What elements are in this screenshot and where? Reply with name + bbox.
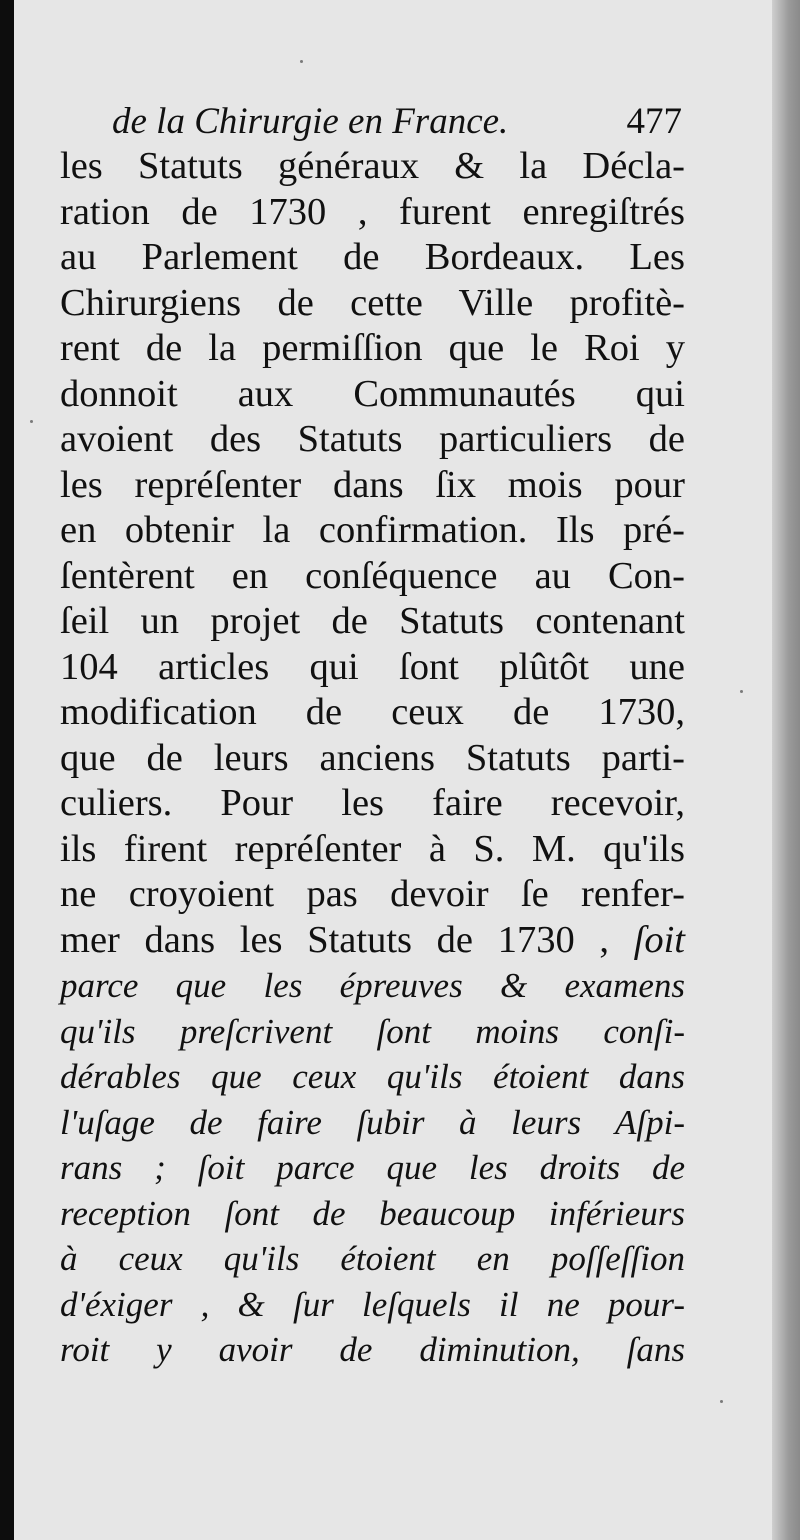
paper-speck (300, 60, 303, 63)
text-segment-roman: mer dans les Statuts de 1730 , (60, 918, 609, 961)
text-line: ne croyoient pas devoir ſe renfer- (60, 873, 685, 915)
italic-text-line: à ceux qu'ils étoient en poſſeſſion (60, 1239, 685, 1278)
text-line: en obtenir la confirmation. Ils pré- (60, 509, 685, 551)
italic-text-line: d'éxiger , & ſur leſquels il ne pour- (60, 1284, 685, 1324)
text-line: ſeil un projet de Statuts contenant (60, 600, 685, 642)
italic-text-line: reception ſont de beaucoup inférieurs (60, 1193, 685, 1233)
text-line-mixed (60, 918, 685, 964)
italic-text-line: dérables que ceux qu'ils étoient dans (60, 1057, 685, 1096)
text-line: rent de la permiſſion que le Roi y (60, 327, 685, 369)
text-line: 104 articles qui ſont plûtôt une (60, 645, 685, 688)
italic-text-line: rans ; ſoit parce que les droits de (60, 1148, 685, 1187)
body-text (60, 144, 685, 1373)
italic-text-line: roit y avoir de diminution, ſans (60, 1330, 685, 1369)
text-line: les repréſenter dans ſix mois pour (60, 463, 685, 506)
paper-speck (740, 690, 743, 693)
text-segment-italic: ſoit (633, 918, 685, 961)
italic-text-line: qu'ils preſcrivent ſont moins conſi- (60, 1011, 685, 1051)
text-line: modification de ceux de 1730, (60, 691, 685, 733)
paper-speck (720, 1400, 723, 1403)
italic-text-line: l'uſage de faire ſubir à leurs Aſpi- (60, 1102, 685, 1142)
text-line: ration de 1730 , furent enregiſtrés (60, 190, 685, 233)
text-line: donnoit aux Communautés qui (60, 372, 685, 415)
text-line: les Statuts généraux & la Décla- (60, 145, 685, 187)
paper-speck (30, 420, 33, 423)
text-line: avoient des Statuts particuliers de (60, 418, 685, 460)
text-line: Chirurgiens de cette Ville profitè- (60, 281, 685, 324)
text-line: ſentèrent en conſéquence au Con- (60, 554, 685, 597)
scan-right-edge (772, 0, 800, 1540)
text-line: que de leurs anciens Statuts parti- (60, 736, 685, 779)
text-line: culiers. Pour les faire recevoir, (60, 782, 685, 824)
running-header (112, 96, 682, 148)
running-title: de la Chirurgie en France. (112, 101, 509, 142)
italic-text-line: parce que les épreuves & examens (60, 966, 685, 1005)
text-line: ils firent repréſenter à S. M. qu'ils (60, 827, 685, 870)
text-line: au Parlement de Bordeaux. Les (60, 236, 685, 278)
page-number: 477 (626, 101, 682, 142)
scan-left-edge (0, 0, 14, 1540)
